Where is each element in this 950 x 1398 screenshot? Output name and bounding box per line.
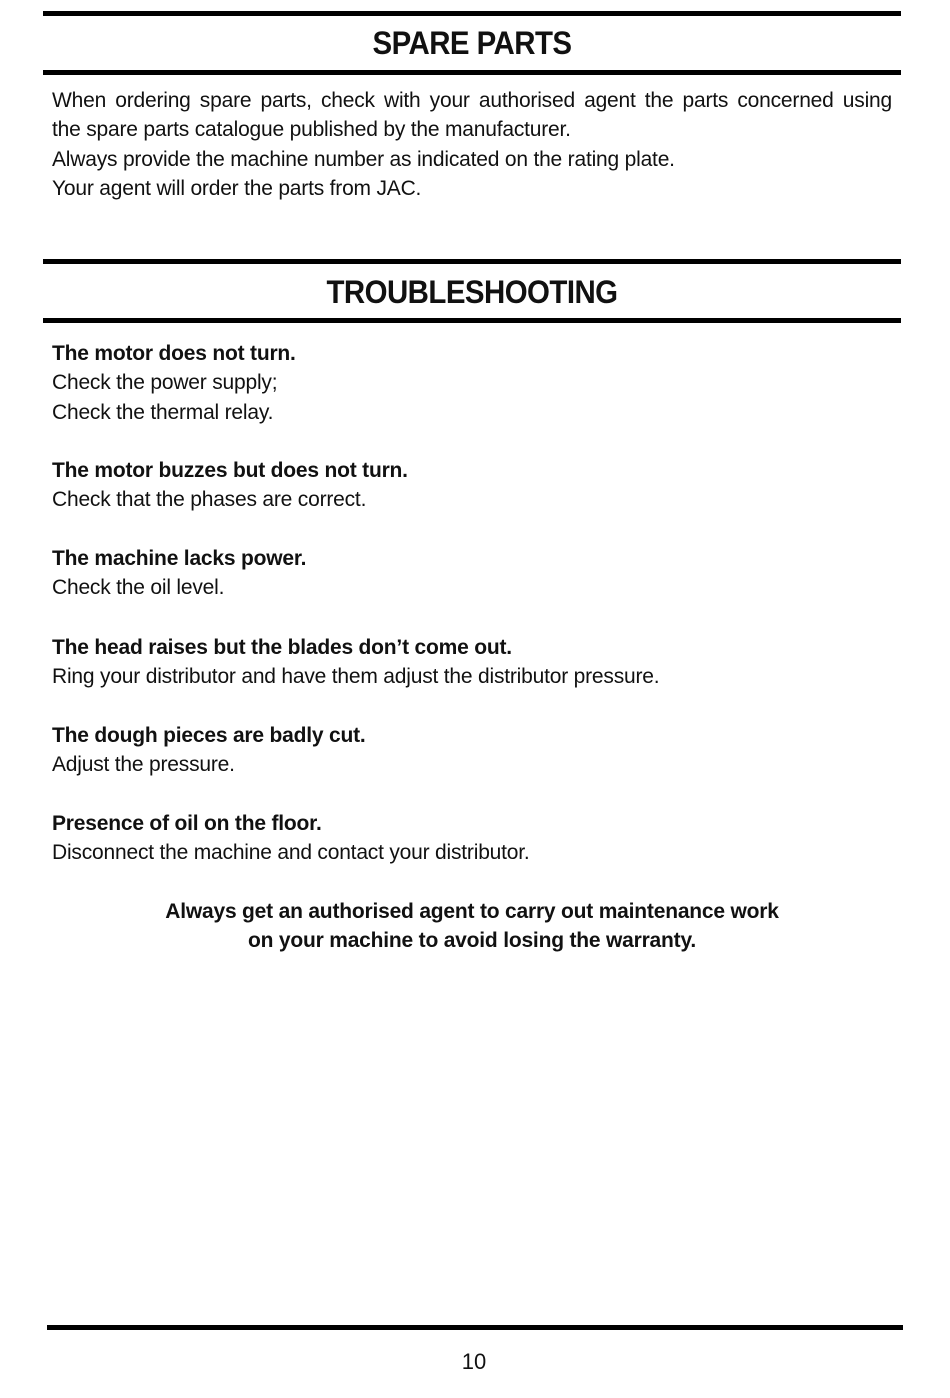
problem-heading: The motor does not turn. xyxy=(52,342,296,365)
spare-parts-line-2: the spare parts catalogue published by the manufacturer. xyxy=(52,118,571,142)
solution-text: Check the thermal relay. xyxy=(52,400,274,424)
spare-parts-line-4: Your agent will order the parts from JAC. xyxy=(52,177,422,201)
troubleshooting-item xyxy=(52,721,892,780)
footer-rule xyxy=(47,1325,903,1330)
problem-heading: The head raises but the blades don’t come out. xyxy=(52,636,512,659)
solution-text: Adjust the pressure. xyxy=(52,753,235,777)
troubleshooting-item xyxy=(52,339,892,427)
spare-parts-line-3: Always provide the machine number as indicated on the rating plate. xyxy=(52,147,675,171)
warranty-notice xyxy=(43,897,901,956)
solution-text: Check the power supply; xyxy=(52,371,278,395)
warranty-notice-line-1: Always get an authorised agent to carry out maintenance work xyxy=(165,900,779,923)
problem-heading: The machine lacks power. xyxy=(52,547,307,570)
spare-parts-top-rule xyxy=(43,11,901,16)
troubleshooting-item xyxy=(52,633,892,692)
troubleshooting-top-rule xyxy=(43,259,901,264)
troubleshooting-item xyxy=(52,809,892,868)
warranty-notice-line-2: on your machine to avoid losing the warranty. xyxy=(247,929,697,953)
solution-text: Check the oil level. xyxy=(52,576,225,600)
problem-heading: The dough pieces are badly cut. xyxy=(52,724,366,747)
problem-heading: Presence of oil on the floor. xyxy=(52,812,322,835)
spare-parts-line-1: When ordering spare parts, check with your authorised agent the parts concerned using xyxy=(52,89,892,112)
problem-heading: The motor buzzes but does not turn. xyxy=(52,459,408,482)
spare-parts-bottom-rule xyxy=(43,70,901,75)
troubleshooting-item xyxy=(52,456,892,515)
spare-parts-heading: SPARE PARTS xyxy=(372,25,572,61)
spare-parts-body xyxy=(52,86,892,204)
solution-text: Check that the phases are correct. xyxy=(52,488,367,512)
solution-text: Ring your distributor and have them adjust the distributor pressure. xyxy=(52,665,660,689)
troubleshooting-bottom-rule xyxy=(43,318,901,323)
solution-text: Disconnect the machine and contact your distributor. xyxy=(52,841,530,865)
page-number: 10 xyxy=(461,1349,487,1374)
troubleshooting-heading: TROUBLESHOOTING xyxy=(326,274,618,310)
troubleshooting-item xyxy=(52,544,892,603)
